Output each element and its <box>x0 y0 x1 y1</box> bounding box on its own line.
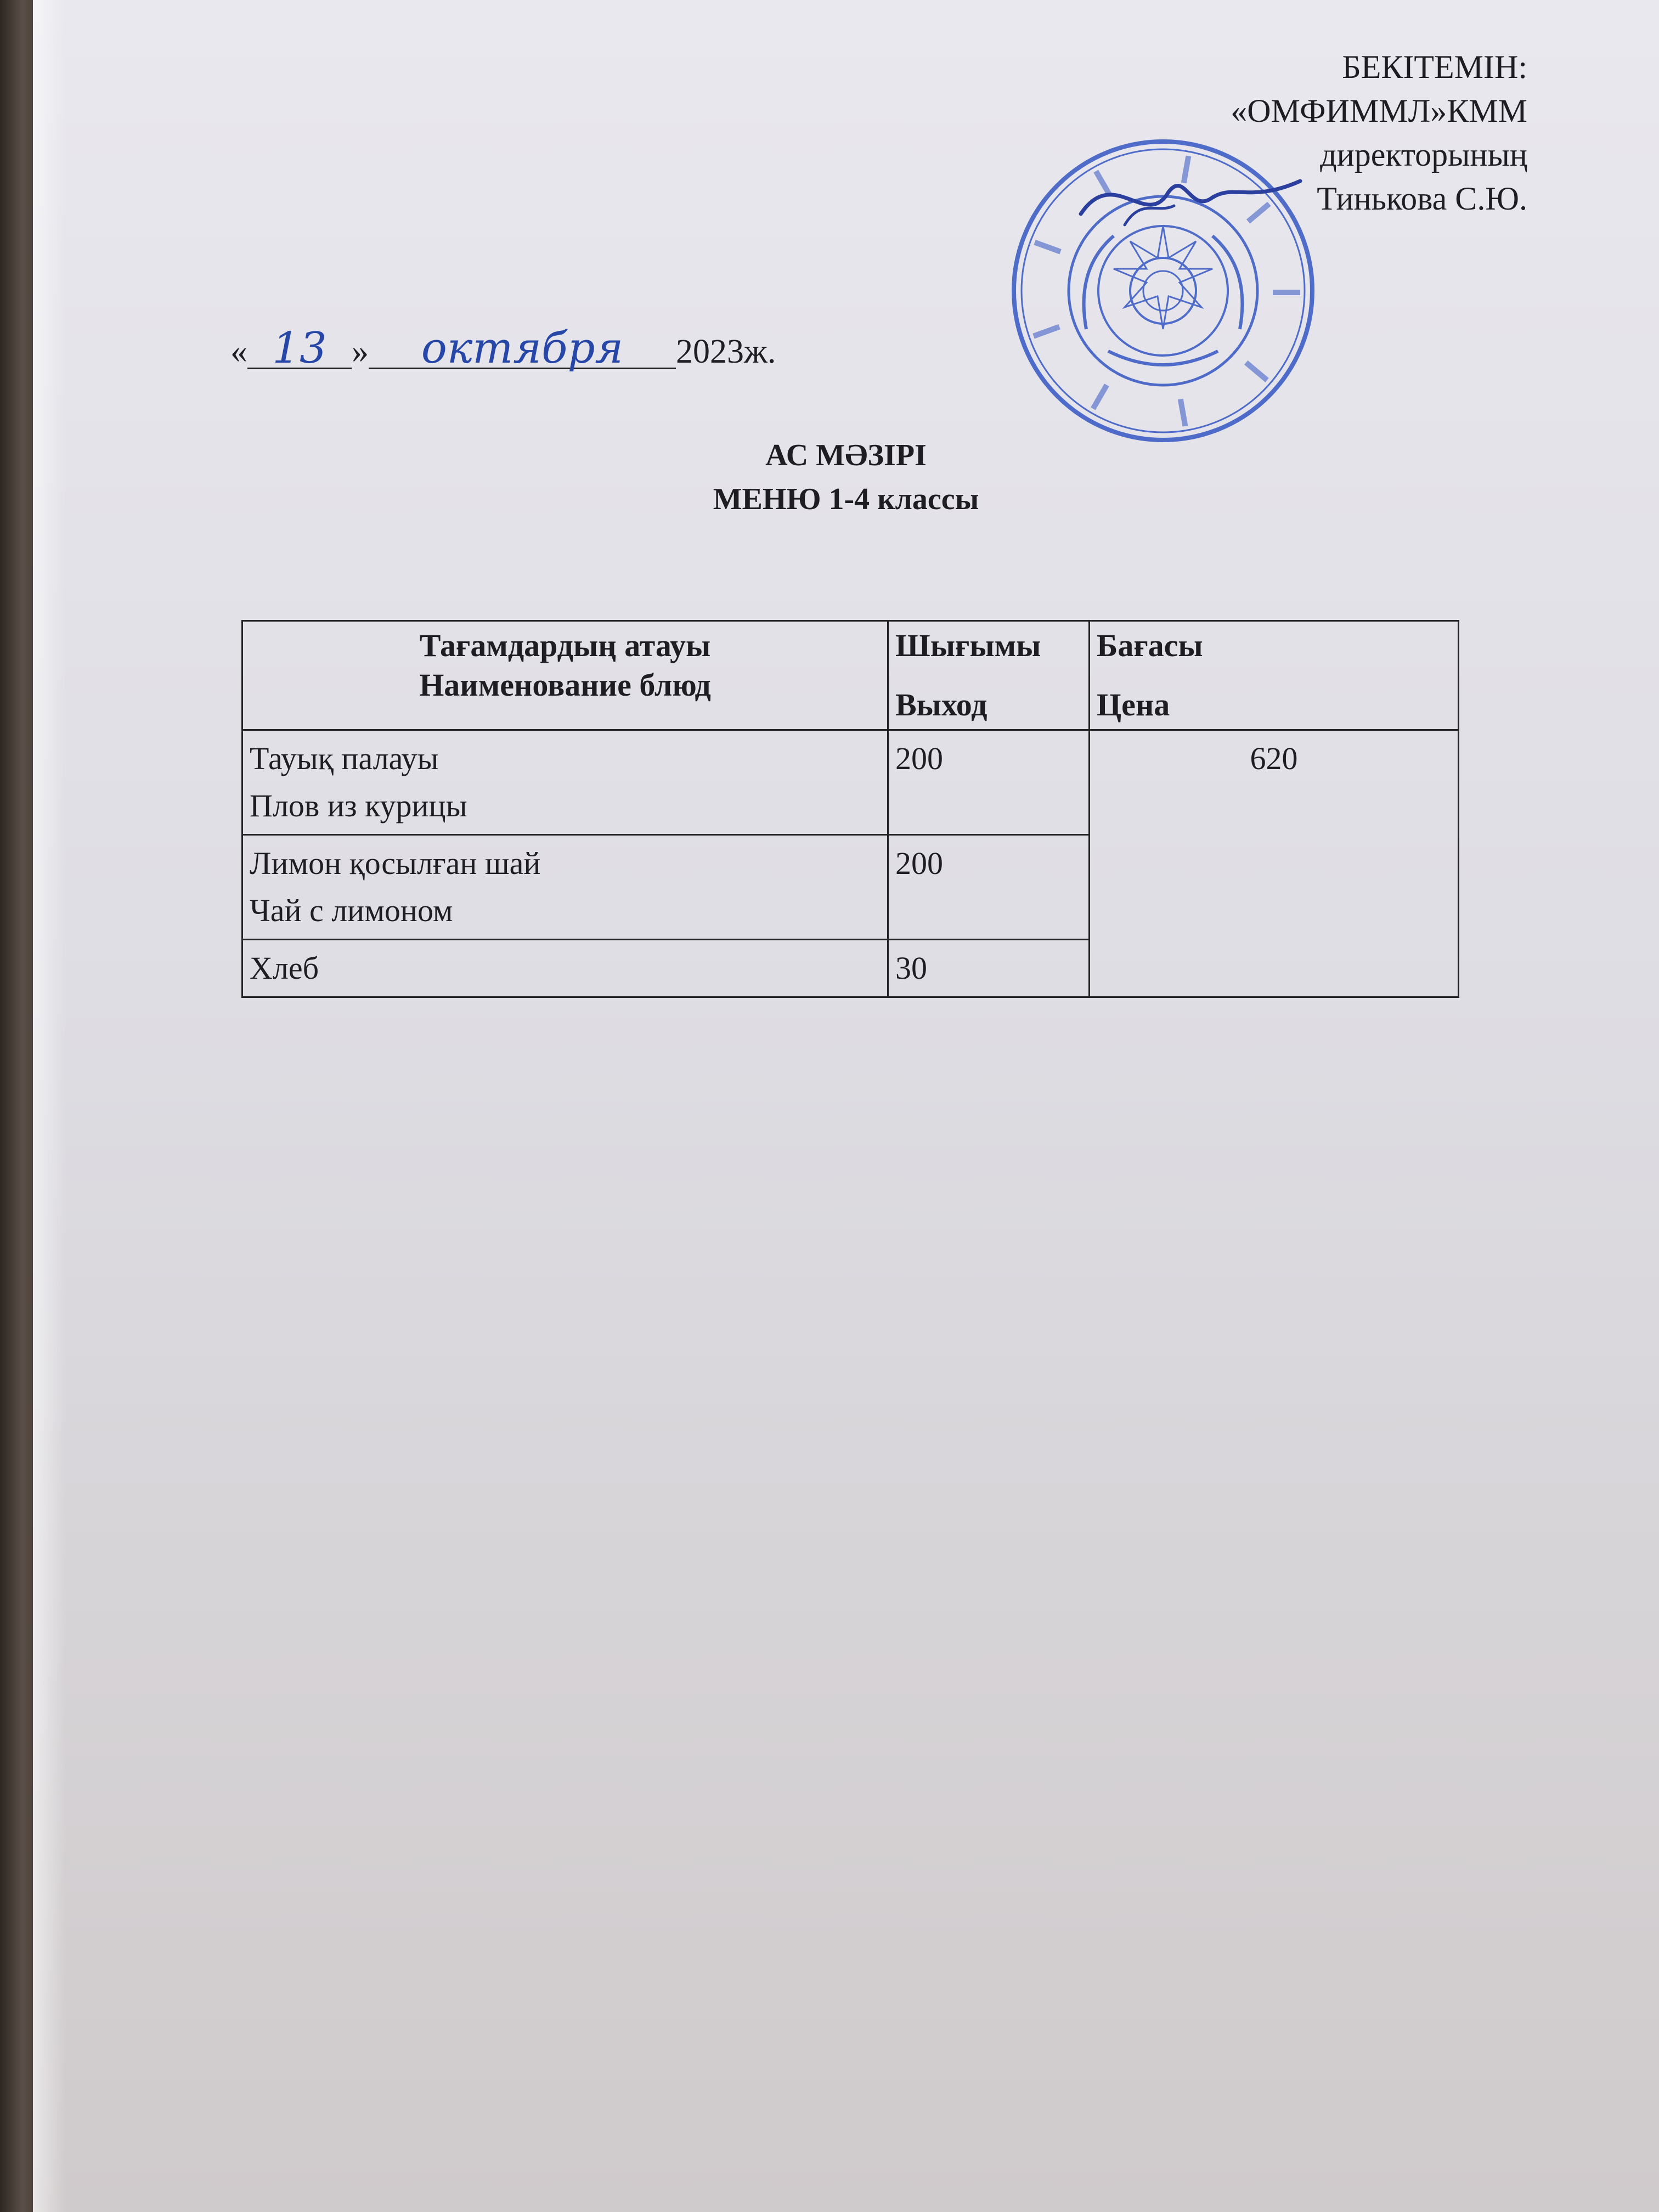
document-title-kz: АС МӘЗІРІ <box>765 438 927 472</box>
dish-output-cell: 200 <box>888 730 1090 835</box>
date-close-quote: » <box>352 333 369 370</box>
dish-name-kz: Тауық палауы <box>250 741 439 776</box>
dish-name-kz: Лимон қосылған шай <box>250 845 541 881</box>
approval-line: директорының <box>1320 137 1527 173</box>
dish-name-ru: Чай с лимоном <box>250 893 453 928</box>
dish-name-cell <box>242 940 888 997</box>
date-month: октября <box>369 329 676 369</box>
table-header-row <box>242 621 1459 730</box>
price-cell: 620 <box>1090 730 1459 997</box>
header-dish-name-kz: Тағамдардың атауы <box>419 628 711 663</box>
dish-name-ru: Хлеб <box>250 950 319 986</box>
menu-table <box>241 620 1459 998</box>
document-sheet <box>33 0 1659 2212</box>
dish-output-cell: 30 <box>888 940 1090 997</box>
header-price-kz: Бағасы <box>1097 628 1203 663</box>
header-output-ru: Выход <box>895 687 988 723</box>
header-output <box>888 621 1090 730</box>
table-row <box>242 730 1459 835</box>
date-line <box>230 324 776 373</box>
header-output-kz: Шығымы <box>895 628 1041 663</box>
date-open-quote: « <box>230 333 247 370</box>
date-day: 13 <box>247 329 352 369</box>
header-dish-name-ru: Наименование блюд <box>419 667 711 703</box>
header-price <box>1090 621 1459 730</box>
document-title-ru: МЕНЮ 1-4 классы <box>713 482 979 516</box>
date-year: 2023ж. <box>676 333 776 370</box>
approval-line: «ОМФИММЛ»КММ <box>1231 93 1527 129</box>
approval-line: Тинькова С.Ю. <box>1317 180 1527 217</box>
dish-name-ru: Плов из курицы <box>250 788 467 823</box>
dish-name-cell <box>242 730 888 835</box>
dish-output-cell: 200 <box>888 835 1090 940</box>
approval-line: БЕКІТЕМІН: <box>1342 49 1527 85</box>
header-price-ru: Цена <box>1097 687 1170 723</box>
dish-name-cell <box>242 835 888 940</box>
header-dish-name <box>242 621 888 730</box>
official-seal-icon <box>1004 132 1322 450</box>
document-title-block <box>33 433 1659 521</box>
